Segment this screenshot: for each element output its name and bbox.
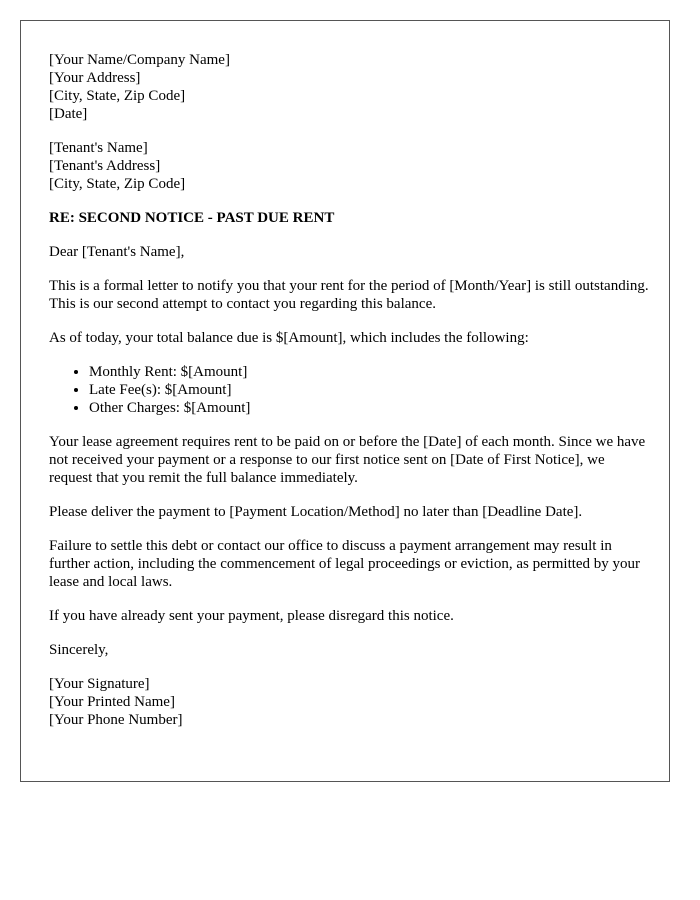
recipient-address: [Tenant's Address] xyxy=(49,158,161,174)
printed-name: [Your Printed Name] xyxy=(49,694,175,710)
sender-block xyxy=(49,51,649,123)
recipient-name: [Tenant's Name] xyxy=(49,140,148,156)
letter-date: [Date] xyxy=(49,106,88,122)
sender-name: [Your Name/Company Name] xyxy=(49,52,230,68)
list-item: • Monthly Rent: $[Amount] xyxy=(89,363,649,381)
paragraph-intro: This is a formal letter to notify you that your rent for the period of [Month/Year] is still outstanding. This is our second attempt to contact you regarding this balance. xyxy=(49,278,649,312)
phone-number: [Your Phone Number] xyxy=(49,712,183,728)
signature: [Your Signature] xyxy=(49,676,150,692)
sender-address: [Your Address] xyxy=(49,70,141,86)
list-item: • Other Charges: $[Amount] xyxy=(89,399,649,417)
recipient-block xyxy=(49,139,649,193)
paragraph-failure: Failure to settle this debt or contact our office to discuss a payment arrangement may result in further action, including the commencement of legal proceedings or eviction, as permitted by your lease and local laws. xyxy=(49,538,641,590)
salutation: Dear [Tenant's Name], xyxy=(49,244,185,260)
paragraph-balance: As of today, your total balance due is $[Amount], which includes the following: xyxy=(49,330,529,346)
sender-city: [City, State, Zip Code] xyxy=(49,88,186,104)
list-item: • Late Fee(s): $[Amount] xyxy=(89,381,649,399)
letter-page xyxy=(20,20,670,782)
paragraph-lease: Your lease agreement requires rent to be paid on or before the [Date] of each month. Since we have not received your payment or a response to our first notice sent on [Date of First Notice], we request that you remit the full balance immediately. xyxy=(49,434,646,486)
signature-block xyxy=(49,675,649,729)
charges-list xyxy=(49,363,649,417)
paragraph-delivery: Please deliver the payment to [Payment Location/Method] no later than [Deadline Date]. xyxy=(49,504,583,520)
paragraph-disregard: If you have already sent your payment, please disregard this notice. xyxy=(49,608,454,624)
closing: Sincerely, xyxy=(49,642,109,658)
subject-line: RE: SECOND NOTICE - PAST DUE RENT xyxy=(49,210,335,226)
recipient-city: [City, State, Zip Code] xyxy=(49,176,186,192)
